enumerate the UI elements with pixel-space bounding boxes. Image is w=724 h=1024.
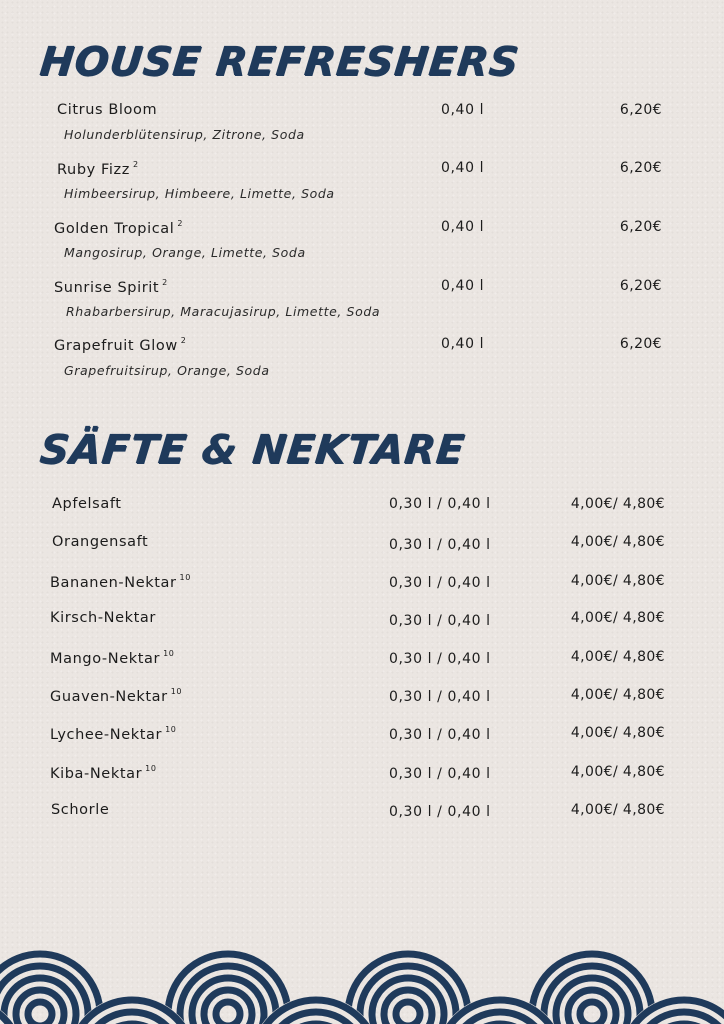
footnote-marker: 10 (145, 764, 157, 773)
wave-pattern-decoration (0, 940, 724, 1024)
footnote-marker: 10 (170, 687, 183, 696)
item-size: 0,40 l (441, 278, 485, 294)
footnote-marker: 10 (163, 649, 175, 658)
item-name (52, 534, 148, 550)
item-name (54, 336, 187, 354)
item-size: 0,30 l / 0,40 l (389, 689, 491, 705)
item-size: 0,30 l / 0,40 l (389, 575, 491, 591)
menu-item (0, 496, 724, 516)
item-description: Holunderblütensirup, Zitrone, Soda (64, 127, 305, 142)
item-name (51, 802, 109, 818)
item-name-text: Bananen-Nektar (50, 575, 177, 591)
item-name-text: Sunrise Spirit (54, 280, 160, 296)
item-description: Mangosirup, Orange, Limette, Soda (64, 245, 306, 260)
menu-item (0, 649, 724, 669)
section-title-saefte-nektare: SÄFTE & NEKTARE (37, 427, 467, 473)
item-name-text: Guaven-Nektar (50, 689, 168, 705)
item-size: 0,30 l / 0,40 l (389, 651, 491, 667)
item-description: Rhabarbersirup, Maracujasirup, Limette, Soda (66, 304, 381, 319)
item-name-text: Schorle (51, 802, 110, 818)
item-size: 0,30 l / 0,40 l (389, 727, 491, 743)
item-name-text: Ruby Fizz (57, 162, 130, 178)
item-price: 6,20€ (619, 160, 662, 176)
footnote-marker: 10 (179, 573, 191, 582)
item-name-text: Mango-Nektar (50, 651, 161, 667)
item-name-text: Lychee-Nektar (50, 727, 163, 743)
item-name (50, 573, 191, 591)
item-price: 6,20€ (619, 278, 662, 294)
item-price: 4,00€/ 4,80€ (570, 649, 665, 665)
item-name (50, 725, 176, 743)
menu-item (0, 160, 724, 180)
item-size: 0,40 l (441, 160, 485, 176)
item-size: 0,40 l (441, 219, 485, 235)
footnote-marker: 10 (165, 725, 177, 734)
menu-item (0, 336, 724, 356)
item-size: 0,30 l / 0,40 l (389, 613, 491, 629)
item-description: Grapefruitsirup, Orange, Soda (64, 363, 270, 378)
footnote-marker: 2 (162, 278, 168, 287)
item-name-text: Apfelsaft (52, 496, 122, 512)
section-title-house-refreshers: HOUSE REFRESHERS (37, 39, 522, 85)
item-name (50, 687, 182, 705)
item-name (52, 496, 122, 512)
item-price: 4,00€/ 4,80€ (570, 687, 665, 703)
item-name (57, 102, 157, 118)
menu-item (0, 802, 724, 822)
item-description: Himbeersirup, Himbeere, Limette, Soda (64, 186, 335, 201)
item-name-text: Orangensaft (52, 534, 149, 550)
item-name (50, 649, 174, 667)
menu-item (0, 725, 724, 745)
footnote-marker: 2 (177, 219, 184, 228)
item-price: 6,20€ (619, 336, 662, 352)
item-price: 4,00€/ 4,80€ (570, 725, 665, 741)
item-name-text: Kirsch-Nektar (50, 610, 156, 626)
item-price: 4,00€/ 4,80€ (570, 802, 665, 818)
menu-item (0, 764, 724, 784)
item-price: 6,20€ (619, 219, 662, 235)
item-price: 4,00€/ 4,80€ (570, 573, 665, 589)
item-name (54, 219, 183, 237)
menu-item (0, 573, 724, 593)
item-name (54, 278, 168, 296)
footnote-marker: 2 (132, 160, 139, 169)
item-size: 0,30 l / 0,40 l (389, 496, 491, 512)
item-name-text: Kiba-Nektar (50, 766, 143, 782)
item-size: 0,30 l / 0,40 l (389, 766, 491, 782)
menu-item (0, 610, 724, 630)
item-price: 4,00€/ 4,80€ (570, 610, 665, 626)
item-size: 0,40 l (441, 102, 485, 118)
item-size: 0,30 l / 0,40 l (389, 804, 491, 820)
menu-item (0, 219, 724, 239)
menu-item (0, 278, 724, 298)
item-size: 0,30 l / 0,40 l (389, 537, 491, 553)
menu-item (0, 102, 724, 122)
menu-item (0, 687, 724, 707)
item-name (50, 764, 157, 782)
item-price: 4,00€/ 4,80€ (570, 534, 665, 550)
item-name-text: Grapefruit Glow (54, 338, 178, 354)
item-name (50, 610, 156, 626)
item-size: 0,40 l (441, 336, 485, 352)
item-name (57, 160, 139, 178)
item-name-text: Citrus Bloom (57, 102, 158, 118)
menu-item (0, 534, 724, 554)
item-price: 6,20€ (619, 102, 662, 118)
item-price: 4,00€/ 4,80€ (570, 496, 665, 512)
footnote-marker: 2 (180, 336, 187, 345)
item-name-text: Golden Tropical (54, 221, 175, 237)
item-price: 4,00€/ 4,80€ (570, 764, 665, 780)
